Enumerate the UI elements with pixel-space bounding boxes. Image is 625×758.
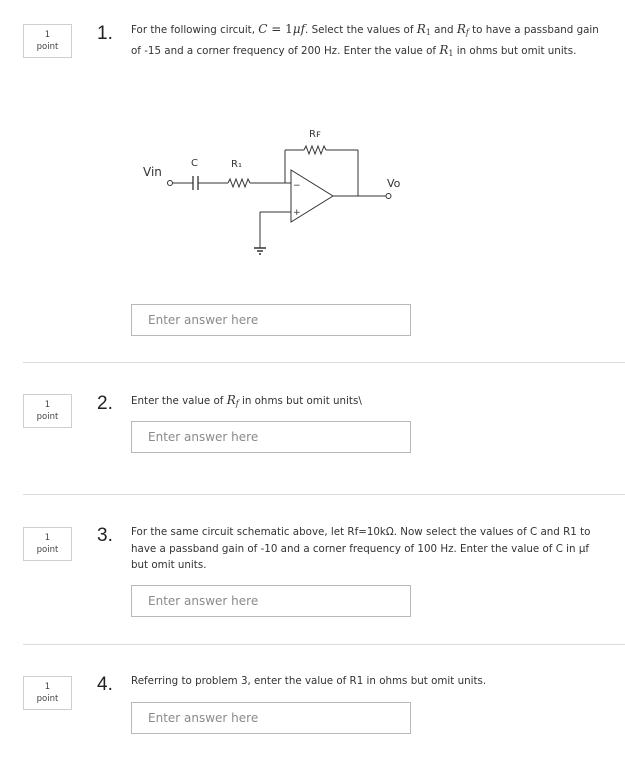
circuit-diagram xyxy=(130,120,420,265)
divider-3 xyxy=(23,644,625,645)
points-word: point xyxy=(36,42,59,52)
question-number-1: 1. xyxy=(97,23,113,44)
points-badge-4 xyxy=(23,676,72,710)
question-number-3: 3. xyxy=(97,525,113,546)
answer-input-3[interactable] xyxy=(131,585,411,617)
capacitor-label: C xyxy=(191,158,198,169)
vin-terminal xyxy=(168,181,173,186)
answer-input-1[interactable] xyxy=(131,304,411,336)
divider-2 xyxy=(23,494,625,495)
points-word: point xyxy=(36,694,59,704)
vo-label: Vo xyxy=(387,177,401,190)
opamp-plus-sign: + xyxy=(293,208,301,218)
opamp-minus-sign: − xyxy=(293,181,301,191)
points-word: point xyxy=(36,412,59,422)
points-badge-1 xyxy=(23,24,72,58)
resistor-rf xyxy=(304,146,326,154)
question-text-3: For the same circuit schematic above, let Rf=10kΩ. Now select the values of C and R1 to have a passband gain of -10 and a corner frequency of 100 Hz. Enter the value of C in μf but omit units. xyxy=(131,526,591,571)
resistor-r1 xyxy=(228,179,250,187)
question-number-2: 2. xyxy=(97,393,113,414)
points-badge-2 xyxy=(23,394,72,428)
question-number-4: 4. xyxy=(97,674,113,695)
divider-1 xyxy=(23,362,625,363)
points-word: point xyxy=(36,545,59,555)
answer-input-4[interactable] xyxy=(131,702,411,734)
points-value: 1 xyxy=(44,682,51,692)
vo-terminal xyxy=(386,194,391,199)
points-badge-3 xyxy=(23,527,72,561)
points-value: 1 xyxy=(44,400,51,410)
vin-label: Vin xyxy=(143,165,162,179)
question-text-2: Enter the value of $R_f$ in ohms but omit units\ xyxy=(131,393,362,408)
r1-label: R₁ xyxy=(231,159,242,170)
question-text-1: For the following circuit, C = 1μf. Select the values of $R_1$ and $R_f$ to have a passband gain of -15 and a corner frequency of 200 Hz. Enter the value of $R_1$ in ohms but omit units. xyxy=(131,22,599,58)
question-text-4: Referring to problem 3, enter the value of R1 in ohms but omit units. xyxy=(131,675,487,687)
answer-input-2[interactable] xyxy=(131,421,411,453)
rf-label: Rꜰ xyxy=(309,129,321,140)
points-value: 1 xyxy=(44,533,51,543)
points-value: 1 xyxy=(44,30,51,40)
